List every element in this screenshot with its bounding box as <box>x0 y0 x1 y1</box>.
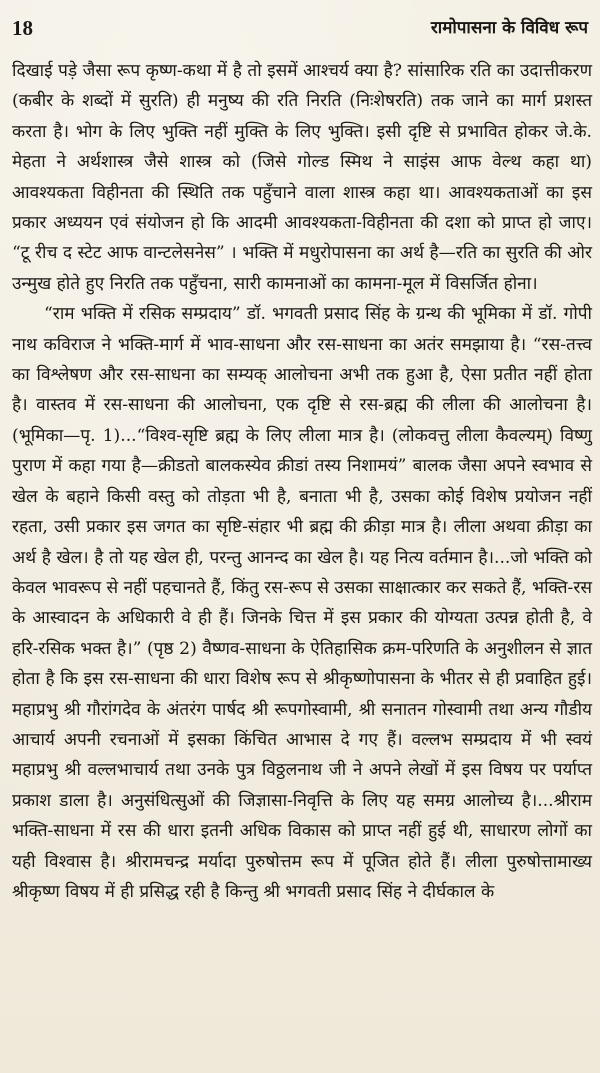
paragraph-continued: दिखाई पड़े जैसा रूप कृष्ण-कथा में है तो इसमें आश्चर्य क्या है? सांसारिक रति का उदात्तीकरण (कबीर के शब्दों में सुरति) ही मनुष्य की रति निरति (निःशेषरति) तक जाने का मार्ग प्रशस्त करता है। भोग के लिए भुक्ति नहीं मुक्ति के लिए भुक्ति। इसी दृष्टि से प्रभावित होकर जे.के. मेहता ने अर्थशास्त्र जैसे शास्त्र को (जिसे गोल्ड स्मिथ ने साइंस आफ वेल्थ कहा था) आवश्यकता विहीनता की स्थिति तक पहुँचाने वाला शास्त्र कहा था। आवश्यकताओं का इस प्रकार अध्ययन एवं संयोजन हो कि आदमी आवश्यकता-विहीनता की दशा को प्राप्त हो जाए। “टू रीच द स्टेट आफ वान्टलेसनेस” । भक्ति में मधुरोपासना का अर्थ है—रति का सुरति की ओर उन्मुख होते हुए निरति तक पहुँचना, सारी कामनाओं का कामना-मूल में विसर्जित होना। <box>12 61 592 294</box>
page-number: 18 <box>12 16 33 40</box>
running-title: रामोपासना के विविध रूप <box>430 18 588 38</box>
body-text <box>12 56 592 907</box>
paragraph-rasik-sampradaya: “राम भक्ति में रसिक सम्प्रदाय” डॉ. भगवती प्रसाद सिंह के ग्रन्थ की भूमिका में डॉ. गोपी नाथ कविराज ने भक्ति-मार्ग में भाव-साधना और रस-साधना का अतंर समझाया है। “रस-तत्त्व का विश्लेषण और रस-साधना का सम्यक् आलोचना अभी तक हुआ है, ऐसा प्रतीत नहीं होता है। वास्तव में रस-साधना की आलोचना, एक दृष्टि से रस-ब्रह्म की लीला की आलोचना है। (भूमिका—पृ. 1)...“विश्व-सृष्टि ब्रह्म के लिए लीला मात्र है। (लोकवत्तु लीला कैवल्यम्) विष्णु पुराण में कहा गया है—क्रीडतो बालकस्येव क्रीडां तस्य निशामयं” बालक जैसा अपने स्वभाव से खेल के बहाने किसी वस्तु को तोड़ता भी है, बनाता भी है, उसका कोई विशेष प्रयोजन नहीं रहता, उसी प्रकार इस जगत का सृष्टि-संहार भी ब्रह्म की क्रीड़ा मात्र है। लीला अथवा क्रीड़ा का अर्थ है खेल। है तो यह खेल ही, परन्तु आनन्द का खेल है। यह नित्य वर्तमान है।...जो भक्ति को केवल भावरूप से नहीं पहचानते हैं, किंतु रस-रूप से उसका साक्षात्कार कर सकते हैं, भक्ति-रस के आस्वादन के अधिकारी वे ही हैं। जिनके चित्त में इस प्रकार की योग्यता उत्पन्न होती है, वे हरि-रसिक भक्त है।” (पृष्ठ 2) वैष्णव-साधना के ऐतिहासिक क्रम-परिणति के अनुशीलन से ज्ञात होता है कि इस रस-साधना की धारा विशेष रूप से श्रीकृष्णोपासना के भीतर से ही प्रवाहित हुई। महाप्रभु श्री गौरांगदेव के अंतरंग पार्षद श्री रूपगोस्वामी, श्री सनातन गोस्वामी तथा अन्य गौडीय आचार्य अपनी रचनाओं में इसका किंचित आभास दे गए हैं। वल्लभ सम्प्रदाय में भी स्वयं महाप्रभु श्री वल्लभाचार्य तथा उनके पुत्र विठ्ठलनाथ जी ने अपने लेखों में इस विषय पर पर्याप्त प्रकाश डाला है। अनुसंधित्सुओं की जिज्ञासा-निवृत्ति के लिए यह समग्र आलोच्य है।...श्रीराम भक्ति-साधना में रस की धारा इतनी अधिक विकास को प्राप्त नहीं हुई थी, साधारण लोगों का यही विश्वास है। श्रीरामचन्द्र मर्यादा पुरुषोत्तम रूप में पूजित होते हैं। लीला पुरुषोत्तामाख्य श्रीकृष्ण विषय में ही प्रसिद्ध रही है किन्तु श्री भगवती प्रसाद सिंह ने दीर्घकाल के <box>12 304 592 902</box>
page-header <box>12 14 592 46</box>
